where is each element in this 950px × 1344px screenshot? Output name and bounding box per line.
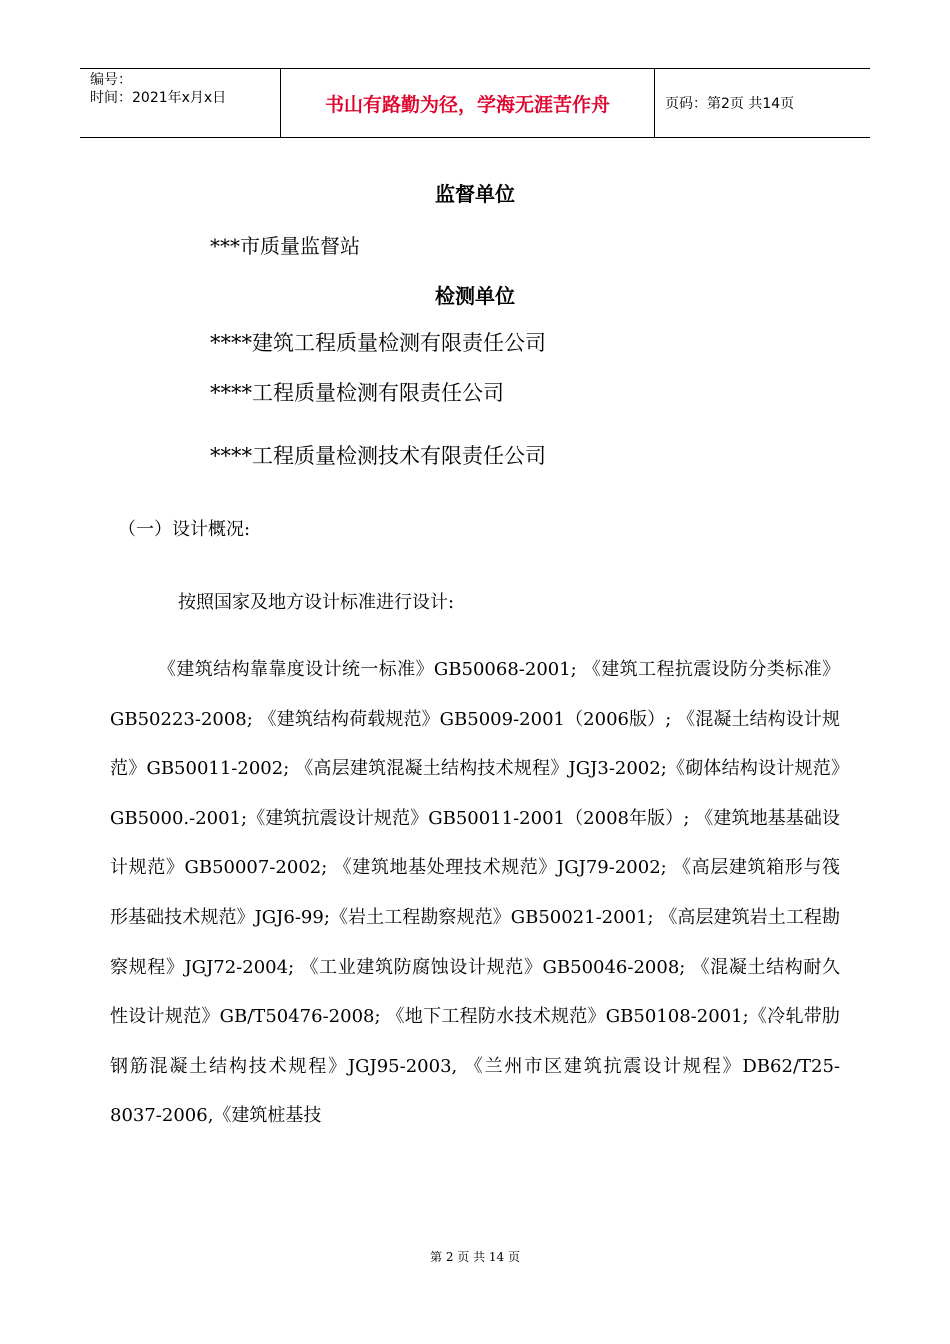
page-header <box>80 68 870 138</box>
standards-paragraph: 《建筑结构靠靠度设计统一标准》GB50068-2001; 《建筑工程抗震设防分类标准》GB50223-2008; 《建筑结构荷载规范》GB5009-2001（2006版）; 《混凝土结构设计规范》GB50011-2002; 《高层建筑混凝土结构技术规程》JGJ3-2002;《砌体结构设计规范》GB5000.-2001;《建筑抗震设计规范》GB50011-2001（2008年版）; 《建筑地基基础设计规范》GB50007-2002; 《建筑地基处理技术规范》JGJ79-2002; 《高层建筑箱形与筏形基础技术规范》JGJ6-99;《岩土工程勘察规范》GB50021-2001; 《高层建筑岩土工程勘察规程》JGJ72-2004; 《工业建筑防腐蚀设计规范》GB50046-2008; 《混凝土结构耐久性设计规范》GB/T50476-2008; 《地下工程防水技术规范》GB50108-2001;《冷轧带肋钢筋混凝土结构技术规程》JGJ95-2003, 《兰州市区建筑抗震设计规程》DB62/T25-8037-2006,《建筑桩基技 <box>110 659 840 1127</box>
header-page-info: 页码：第2页 共14页 <box>665 96 795 112</box>
header-motto: 书山有路勤为径，学海无涯苦作舟 <box>281 69 655 137</box>
supervision-title: 监督单位 <box>435 182 515 206</box>
supervision-org: ***市质量监督站 <box>210 234 360 258</box>
testing-title: 检测单位 <box>435 284 515 308</box>
testing-org-2: ****工程质量检测有限责任公司 <box>210 381 504 405</box>
header-meta <box>80 69 281 137</box>
testing-org-3: ****工程质量检测技术有限责任公司 <box>210 444 546 468</box>
design-intro: 按照国家及地方设计标准进行设计: <box>178 592 455 613</box>
doc-time-label: 时间：2021年x月x日 <box>90 90 227 106</box>
doc-number-label: 编号： <box>90 72 132 88</box>
page-footer: 第 2 页 共 14 页 <box>430 1250 520 1264</box>
testing-org-1: ****建筑工程质量检测有限责任公司 <box>210 331 546 355</box>
design-heading: （一）设计概况: <box>118 519 251 540</box>
